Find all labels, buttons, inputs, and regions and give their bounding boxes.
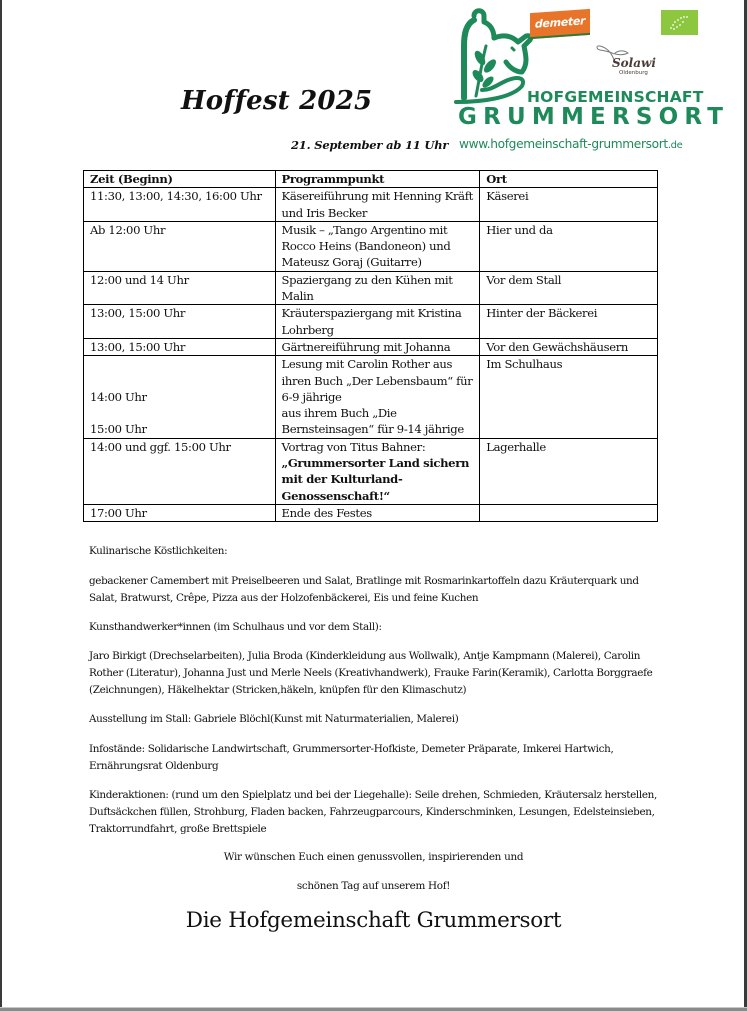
- cell-time: [84, 356, 276, 438]
- table-row: [84, 221, 658, 271]
- table-row: [84, 188, 658, 222]
- kids-activities-text: Kinderaktionen: (rund um den Spielplatz und bei der Liegehalle): Seile drehen, Schmieden, Kräutersalz herstellen, Duftsäckchen füllen, Strohburg, Fladen backen, Fahrzeugparcours, Kinderschminken, Lesungen, Edelsteinsieben, Traktorrundfahrt, große Brettspiele: [89, 789, 657, 835]
- cell-place: [480, 504, 658, 521]
- cell-place: Hinter der Bäckerei: [480, 305, 658, 339]
- cell-program: Käsereiführung mit Henning Kräft und Iris Becker: [275, 188, 480, 222]
- cell-place: Vor den Gewächshäusern: [480, 338, 658, 355]
- wish-line-1: Wir wünschen Euch einen genussvollen, inspirierenden und: [223, 851, 524, 863]
- food-heading: Kulinarische Köstlichkeiten:: [89, 545, 228, 557]
- event-date: 21. September ab 11 Uhr: [291, 138, 449, 152]
- org-website-main: www.hofgemeinschaft-grummersort: [459, 137, 668, 151]
- solawi-logo-text: Solawi: [612, 56, 656, 70]
- header-program: Programmpunkt: [275, 171, 480, 188]
- cell-time: Ab 12:00 Uhr: [84, 221, 276, 271]
- cell-program: [275, 356, 480, 438]
- cell-program: Gärtnereiführung mit Johanna: [275, 338, 480, 355]
- crafts-heading: Kunsthandwerker*innen (im Schulhaus und vor dem Stall):: [89, 621, 382, 633]
- cell-place: Im Schulhaus: [480, 356, 658, 438]
- org-name-line1: HOFGEMEINSCHAFT: [527, 88, 704, 106]
- table-row: [84, 356, 658, 438]
- table-row: [84, 305, 658, 339]
- food-list: gebackener Camembert mit Preiselbeeren und Salat, Bratlinge mit Rosmarinkartoffeln dazu Kräuterquark und Salat, Bratwurst, Crêpe, Pizza aus der Holzofenbäckerei, Eis und feine Kuchen: [89, 575, 639, 604]
- cell-place: Lagerhalle: [480, 438, 658, 504]
- eu-organic-leaf-icon: [661, 10, 698, 35]
- cell-place: Käserei: [480, 188, 658, 222]
- info-stands-text: Infostände: Solidarische Landwirtschaft, Grummersorter-Hofkiste, Demeter Präparate, Imkerei Hartwich, Ernährungsrat Oldenburg: [89, 743, 614, 772]
- org-website-tld: .de: [667, 140, 683, 151]
- cell-program: Ende des Festes: [275, 504, 480, 521]
- signature: Die Hofgemeinschaft Grummersort: [185, 908, 562, 933]
- cell-program: [275, 438, 480, 504]
- cell-program: Spaziergang zu den Kühen mit Malin: [275, 271, 480, 305]
- cell-time: 11:30, 13:00, 14:30, 16:00 Uhr: [84, 188, 276, 222]
- cell-time: 17:00 Uhr: [84, 504, 276, 521]
- program-table: [83, 170, 658, 522]
- cell-program: Musik – „Tango Argentino mit Rocco Heins (Bandoneon) und Mateusz Goraj (Guitarre): [275, 221, 480, 271]
- table-row: [84, 438, 658, 504]
- org-name-line2: GRUMMERSORT: [458, 104, 730, 130]
- cell-program-talk-title: „Grummersorter Land sichern mit der Kulturland-Genossenschaft!“: [281, 456, 470, 503]
- crafts-list: Jaro Birkigt (Drechselarbeiten), Julia Broda (Kinderkleidung aus Wollwalk), Antje Kampmann (Malerei), Carolin Rother (Literatur), Johanna Just und Merle Neels (Kreativhandwerk), Frauke Farin(Keramik), Carlotta Borggraefe (Zeichnungen), Häkelhektar (Stricken,häkeln, knüpfen für den Klimaschutz): [89, 650, 653, 696]
- table-row: [84, 504, 658, 521]
- table-row: [84, 271, 658, 305]
- page-title: Hoffest 2025: [181, 86, 373, 116]
- cell-time: 13:00, 15:00 Uhr: [84, 338, 276, 355]
- cell-place: Vor dem Stall: [480, 271, 658, 305]
- cell-program: Kräuterspaziergang mit Kristina Lohrberg: [275, 305, 480, 339]
- table-row: [84, 338, 658, 355]
- cell-time: 13:00, 15:00 Uhr: [84, 305, 276, 339]
- cell-place: Hier und da: [480, 221, 658, 271]
- header-time: Zeit (Beginn): [84, 171, 276, 188]
- cell-time-a: 14:00 Uhr: [90, 389, 147, 404]
- cell-program-b: aus ihrem Buch „Die Bernsteinsagen“ für 9-14 jährige: [281, 406, 464, 437]
- cell-time: 12:00 und 14 Uhr: [84, 271, 276, 305]
- demeter-logo: demeter: [530, 9, 590, 39]
- cell-program-a: Lesung mit Carolin Rother aus ihren Buch „Der Lebensbaum“ für 6-9 jährige: [281, 357, 473, 404]
- cell-program-intro: Vortrag von Titus Bahner:: [281, 439, 426, 454]
- exhibition-text: Ausstellung im Stall: Gabriele Blöchl(Kunst mit Naturmaterialien, Malerei): [89, 713, 459, 725]
- cell-time-b: 15:00 Uhr: [90, 422, 147, 437]
- org-website[interactable]: [459, 137, 682, 151]
- table-header-row: [84, 171, 658, 188]
- cell-time: 14:00 und ggf. 15:00 Uhr: [84, 438, 276, 504]
- wish-line-2: schönen Tag auf unserem Hof!: [296, 880, 451, 892]
- page-border-bottom: [0, 1007, 747, 1011]
- solawi-city: Oldenburg: [619, 70, 648, 76]
- header-place: Ort: [480, 171, 658, 188]
